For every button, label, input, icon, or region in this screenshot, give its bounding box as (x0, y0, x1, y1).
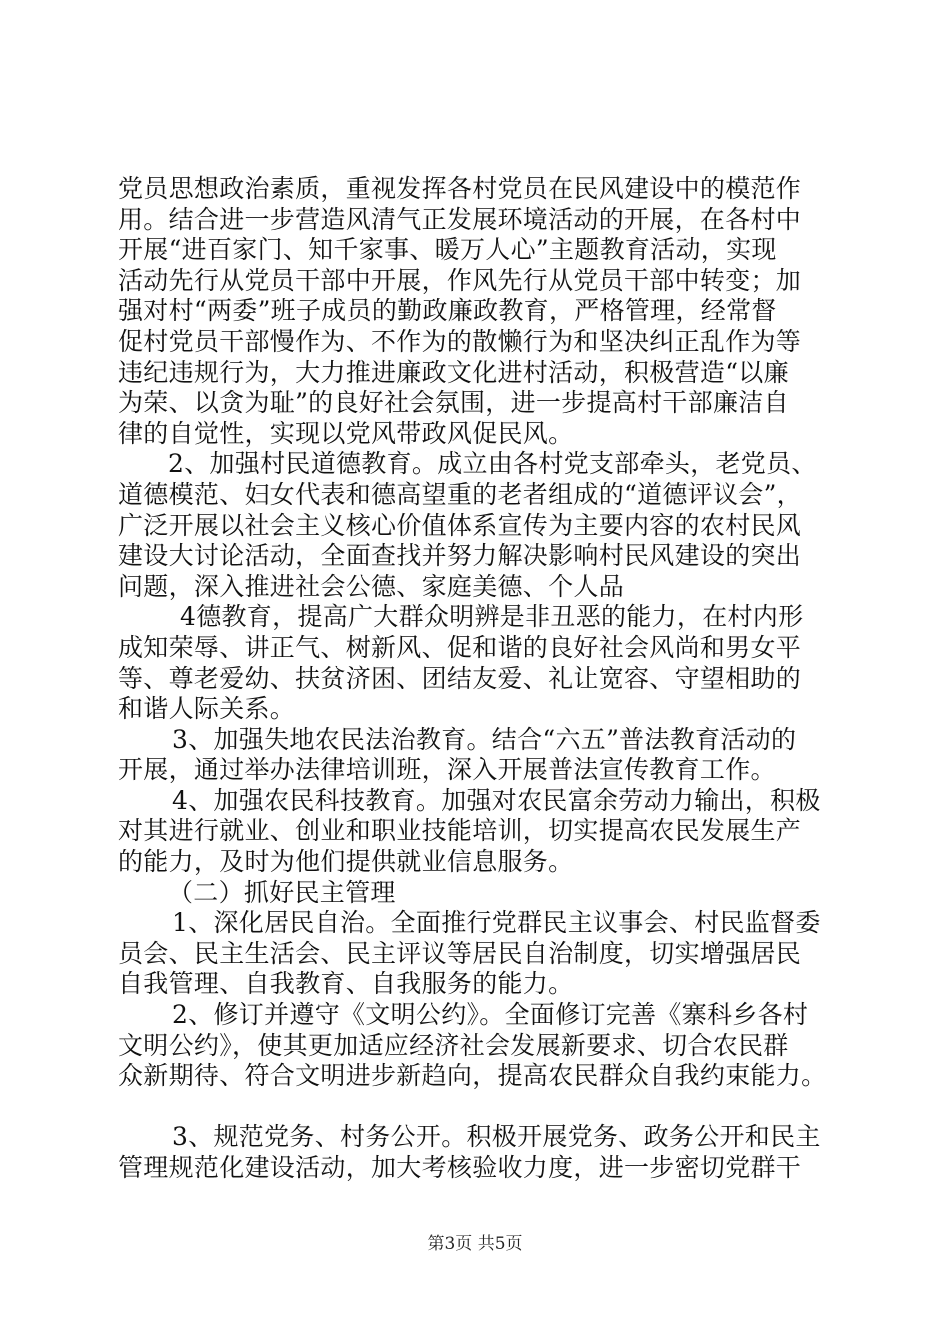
document-body (118, 174, 834, 1184)
paragraph-line: 促村党员干部慢作为、不作为的散懒行为和坚决纠正乱作为等 (118, 326, 802, 356)
paragraph-line: 违纪违规行为，大力推进廉政文化进村活动，积极营造“以廉 (118, 357, 789, 387)
paragraph-line: 活动先行从党员干部中开展，作风先行从党员干部中转变；加 (118, 265, 802, 295)
paragraph-line: 和谐人际关系。 (118, 694, 296, 724)
paragraph-line: 员会、民主生活会、民主评议等居民自治制度，切实增强居民 (118, 938, 802, 968)
paragraph-line: 1、深化居民自治。全面推行党群民主议事会、村民监督委 (172, 908, 821, 938)
paragraph-line: 3、加强失地农民法治教育。结合“六五”普法教育活动的 (172, 724, 797, 754)
paragraph-line: 2、加强村民道德教育。成立由各村党支部牵头，老党员、 (168, 449, 817, 479)
paragraph-line: 成知荣辱、讲正气、树新风、促和谐的良好社会风尚和男女平 (118, 632, 802, 662)
paragraph-line: 为荣、以贪为耻”的良好社会氛围，进一步提高村干部廉洁自 (118, 388, 789, 418)
paragraph-line: 4、加强农民科技教育。加强对农民富余劳动力输出，积极 (172, 785, 821, 815)
paragraph-line: 开展“进百家门、知千家事、暖万人心”主题教育活动，实现 (118, 235, 777, 265)
paragraph-line: 4德教育，提高广大群众明辨是非丑恶的能力，在村内形 (180, 602, 804, 632)
paragraph-line: 强对村“两委”班子成员的勤政廉政教育，严格管理，经常督 (118, 296, 777, 326)
paragraph-line: 众新期待、符合文明进步新趋向，提高农民群众自我约束能力。 (118, 1061, 827, 1091)
paragraph-gap (118, 1092, 834, 1123)
page-footer: 第3页 共5页 (427, 1234, 523, 1254)
paragraph-line: 的能力，及时为他们提供就业信息服务。 (118, 847, 574, 877)
paragraph-line: 用。结合进一步营造风清气正发展环境活动的开展，在各村中 (118, 204, 802, 234)
paragraph-line: 道德模范、妇女代表和德高望重的老者组成的“道德评议会”， (118, 479, 802, 509)
paragraph-line: 广泛开展以社会主义核心价值体系宣传为主要内容的农村民风 (118, 510, 802, 540)
paragraph-line: 自我管理、自我教育、自我服务的能力。 (118, 969, 574, 999)
paragraph-line: 等、尊老爱幼、扶贫济困、团结友爱、礼让宽容、守望相助的 (118, 663, 802, 693)
paragraph-line: 2、修订并遵守《文明公约》。全面修订完善《寨科乡各村 (172, 1000, 809, 1030)
paragraph-line: 文明公约》，使其更加适应经济社会发展新要求、切合农民群 (118, 1030, 789, 1060)
paragraph-line: 对其进行就业、创业和职业技能培训，切实提高农民发展生产 (118, 816, 802, 846)
paragraph-line: 开展，通过举办法律培训班，深入开展普法宣传教育工作。 (118, 755, 776, 785)
paragraph-line: 3、规范党务、村务公开。积极开展党务、政务公开和民主 (172, 1122, 821, 1152)
paragraph-line: 问题，深入推进社会公德、家庭美德、个人品 (118, 571, 625, 601)
paragraph-line: 党员思想政治素质，重视发挥各村党员在民风建设中的模范作 (118, 174, 802, 203)
paragraph-line: 管理规范化建设活动，加大考核验收力度，进一步密切党群干 (118, 1153, 802, 1182)
section-heading: （二）抓好民主管理 (168, 877, 396, 907)
paragraph-line: 建设大讨论活动，全面查找并努力解决影响村民风建设的突出 (118, 541, 802, 571)
paragraph-line: 律的自觉性，实现以党风带政风促民风。 (118, 418, 574, 448)
